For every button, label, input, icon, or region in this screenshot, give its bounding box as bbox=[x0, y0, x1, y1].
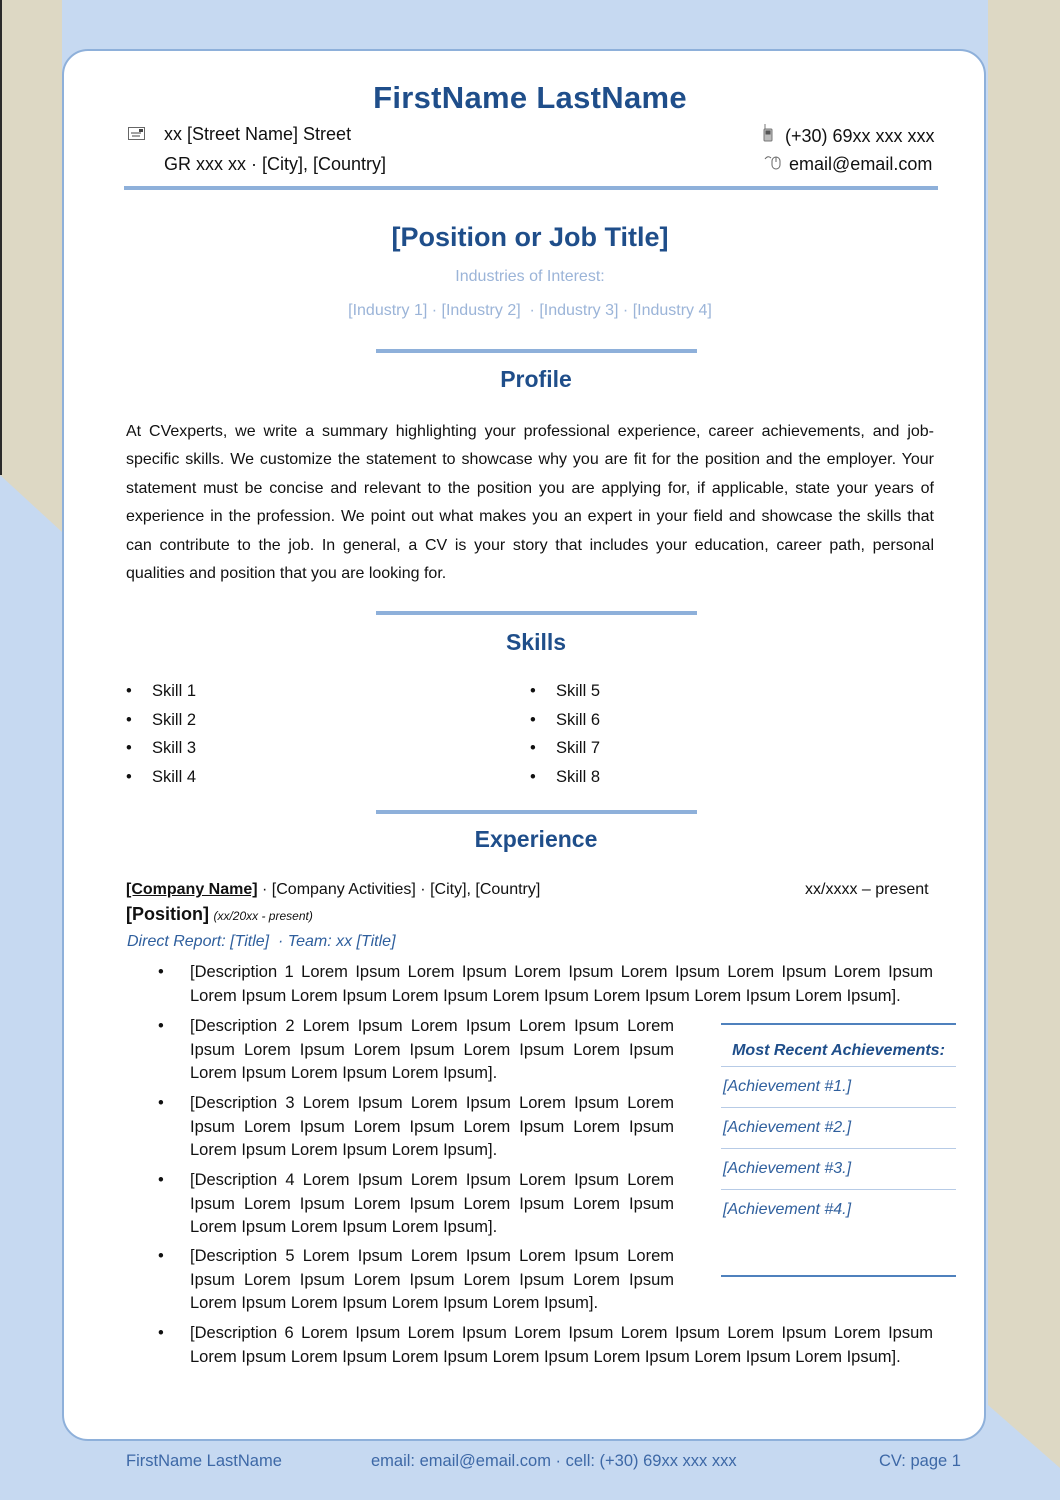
email-address[interactable]: email@email.com bbox=[789, 154, 933, 174]
profile-heading: Profile bbox=[500, 366, 572, 392]
candidate-name: FirstName LastName bbox=[373, 80, 687, 115]
phone-number[interactable]: (+30) 69xx xxx xxx bbox=[785, 126, 935, 146]
industries-label: Industries of Interest: bbox=[455, 268, 605, 285]
skill-item: • Skill 3 bbox=[126, 739, 197, 758]
skill-item: • Skill 1 bbox=[126, 682, 197, 700]
mobile-phone-icon bbox=[762, 124, 776, 145]
description-item: • [Description 3 Lorem Ipsum Lorem Ipsum Lorem Ipsum Lorem Ipsum Lorem Ipsum Lorem Ipsum Lorem Ipsum Lorem Ipsum Lorem Ipsum Lorem Ipsum Lorem Ipsum]. bbox=[158, 1094, 674, 1159]
skill-item: • Skill 8 bbox=[530, 768, 601, 787]
description-item: • [Description 5 Lorem Ipsum Lorem Ipsum Lorem Ipsum Lorem Ipsum Lorem Ipsum Lorem Ipsum Lorem Ipsum Lorem Ipsum Lorem Ipsum Lorem Ipsum Lorem Ipsum Lorem Ipsum]. bbox=[158, 1247, 674, 1312]
achievement-item: [Achievement #3.] bbox=[723, 1160, 852, 1177]
bullet-icon: • bbox=[530, 682, 536, 700]
company-name: [Company Name] bbox=[126, 881, 258, 898]
achievement-item: [Achievement #1.] bbox=[723, 1078, 852, 1095]
achievements-title: Most Recent Achievements: bbox=[732, 1042, 945, 1059]
skill-item: • Skill 5 bbox=[530, 682, 601, 700]
description-item: • [Description 6 Lorem Ipsum Lorem Ipsum Lorem Ipsum Lorem Ipsum Lorem Ipsum Lorem Ipsum Lorem Ipsum Lorem Ipsum Lorem Ipsum Lorem Ipsum Lorem Ipsum Lorem Ipsum Lorem Ipsum]. bbox=[158, 1324, 933, 1366]
bullet-icon: • bbox=[126, 682, 132, 700]
job-title: [Position or Job Title] bbox=[391, 222, 669, 252]
footer-contact: email: email@email.com · cell: (+30) 69xx xxx xxx bbox=[371, 1452, 737, 1470]
achievement-item: [Achievement #4.] bbox=[723, 1201, 852, 1218]
bullet-icon: • bbox=[158, 963, 164, 981]
achievements-box bbox=[721, 1023, 956, 1277]
company-details: · [Company Activities] · [City], [Country] bbox=[257, 881, 541, 898]
achievements-bottom-rule bbox=[721, 1275, 956, 1277]
position-dates: (xx/20xx - present) bbox=[213, 909, 313, 923]
skill-item: • Skill 6 bbox=[530, 710, 601, 729]
description-item: • [Description 4 Lorem Ipsum Lorem Ipsum Lorem Ipsum Lorem Ipsum Lorem Ipsum Lorem Ipsum Lorem Ipsum Lorem Ipsum Lorem Ipsum Lorem Ipsum Lorem Ipsum]. bbox=[158, 1171, 674, 1236]
footer-page-number: CV: page 1 bbox=[879, 1452, 961, 1470]
skill-item: • Skill 2 bbox=[126, 710, 197, 729]
email-row bbox=[764, 154, 932, 175]
profile-summary: At CVexperts, we write a summary highlighting your professional experience, career achievements, and job-specific skills. We customize the statement to showcase why you are fit for the position and the employer. Your statement must be concise and relevant to the position you are applying for, if applicable, state your years of experience in the profession. We point out what makes you an expert in your field and showcase the skills that can contribute to the job. In general, a CV is your story that includes your education, career path, personal qualities and position that you are looking for. bbox=[126, 423, 934, 583]
company-line bbox=[126, 881, 540, 899]
address-block bbox=[128, 124, 145, 145]
footer-name: FirstName LastName bbox=[126, 1452, 282, 1470]
phone-row bbox=[762, 124, 935, 147]
position-line bbox=[126, 904, 313, 925]
description-item: • [Description 1 Lorem Ipsum Lorem Ipsum Lorem Ipsum Lorem Ipsum Lorem Ipsum Lorem Ipsum Lorem Ipsum Lorem Ipsum Lorem Ipsum Lorem Ipsum Lorem Ipsum Lorem Ipsum Lorem Ipsum]. bbox=[158, 963, 933, 1005]
industries-list: [Industry 1] · [Industry 2] · [Industry 3] · [Industry 4] bbox=[348, 302, 712, 319]
bullet-icon: • bbox=[126, 768, 132, 787]
bullet-icon: • bbox=[158, 1324, 164, 1342]
bullet-icon: • bbox=[158, 1247, 164, 1265]
description-item: • [Description 2 Lorem Ipsum Lorem Ipsum Lorem Ipsum Lorem Ipsum Lorem Ipsum Lorem Ipsum Lorem Ipsum Lorem Ipsum Lorem Ipsum Lorem Ipsum Lorem Ipsum]. bbox=[158, 1017, 674, 1082]
achievement-item: [Achievement #2.] bbox=[723, 1119, 852, 1136]
bullet-icon: • bbox=[530, 710, 536, 729]
profile-divider bbox=[376, 349, 697, 353]
header-divider bbox=[124, 186, 938, 190]
experience-heading: Experience bbox=[474, 826, 598, 852]
bullet-icon: • bbox=[158, 1094, 164, 1112]
skills-heading: Skills bbox=[505, 629, 567, 655]
skills-right-column bbox=[530, 682, 600, 797]
mouse-icon bbox=[764, 154, 784, 173]
bullet-icon: • bbox=[126, 710, 132, 729]
skills-left-column bbox=[126, 682, 196, 797]
skill-item: • Skill 7 bbox=[530, 739, 601, 758]
address-card-icon bbox=[128, 127, 145, 143]
bullet-icon: • bbox=[158, 1171, 164, 1189]
bullet-icon: • bbox=[158, 1017, 164, 1035]
skills-divider bbox=[376, 611, 697, 615]
bullet-icon: • bbox=[530, 768, 536, 787]
direct-report: Direct Report: [Title] · Team: xx [Title] bbox=[127, 933, 396, 950]
bullet-icon: • bbox=[530, 739, 536, 758]
address-line-1: xx [Street Name] Street bbox=[164, 124, 352, 144]
address-line-2: GR xxx xx · [City], [Country] bbox=[164, 154, 387, 174]
bullet-icon: • bbox=[126, 739, 132, 758]
skill-item: • Skill 4 bbox=[126, 768, 197, 787]
employment-dates: xx/xxxx – present bbox=[805, 881, 929, 898]
position-title: [Position] bbox=[126, 904, 209, 924]
experience-divider bbox=[376, 810, 697, 814]
